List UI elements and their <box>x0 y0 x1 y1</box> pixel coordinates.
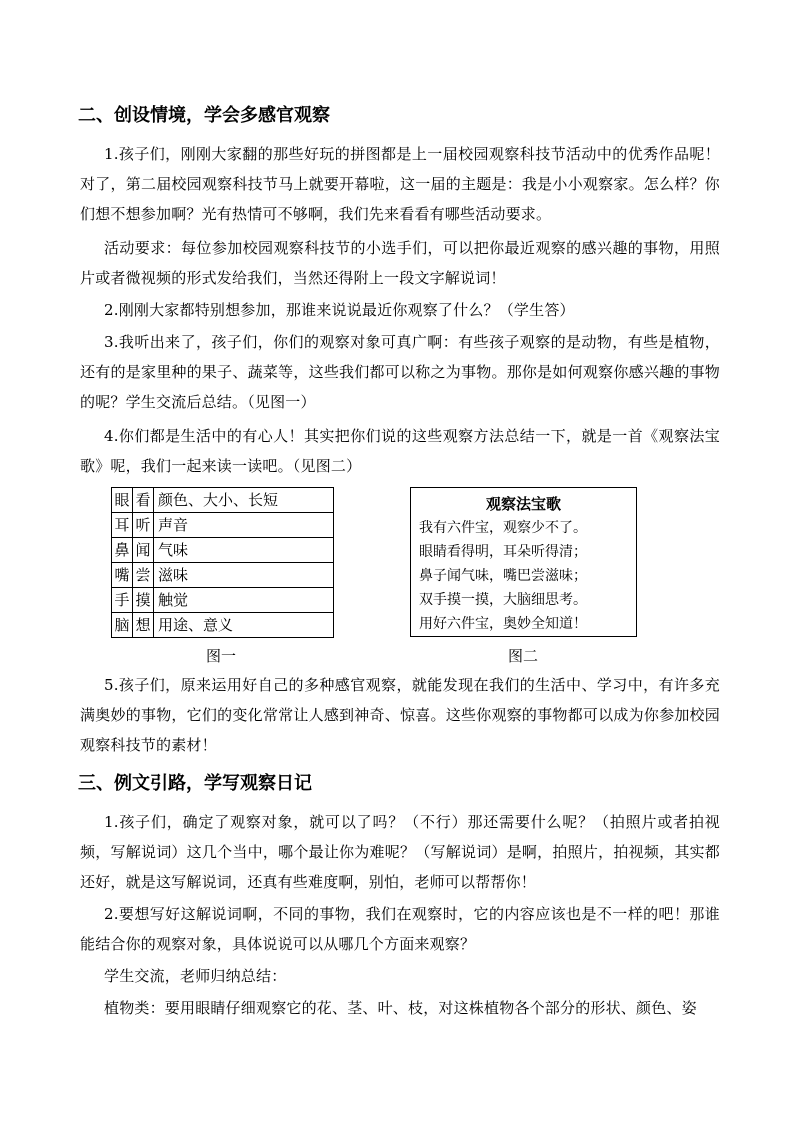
content-cell: 触觉 <box>154 588 334 613</box>
content-cell: 用途、意义 <box>154 613 334 638</box>
organ-cell: 嘴 <box>112 563 133 588</box>
figure1-caption: 图一 <box>206 647 237 665</box>
organ-cell: 鼻 <box>112 538 133 563</box>
poem-line: 用好六件宝，奥妙全知道！ <box>419 616 587 632</box>
section2-paragraph-2: 2.刚刚大家都特别想参加，那谁来说说最近你观察了什么？（学生答） <box>104 301 575 319</box>
poem-title: 观察法宝歌 <box>485 495 561 513</box>
table-row <box>112 488 334 513</box>
section2-paragraph-3: 3.我听出来了，孩子们，你们的观察对象可真广啊：有些孩子观察的是动物，有些是植物，还有的是家里种的果子、蔬菜等，这些我们都可以称之为事物。那你是如何观察你感兴趣的事物的呢？学生交流后总结。（见图一） <box>80 333 720 411</box>
figure2-caption: 图二 <box>508 647 539 665</box>
verb-cell: 尝 <box>133 563 154 588</box>
section3-paragraph-4: 植物类：要用眼睛仔细观察它的花、茎、叶、枝，对这株植物各个部分的形状、颜色、姿 <box>104 999 697 1017</box>
section3-paragraph-2: 2.要想写好这解说词啊，不同的事物，我们在观察时，它的内容应该也是不一样的吧！那谁能结合你的观察对象，具体说说可以从哪几个方面来观察？ <box>80 905 720 953</box>
verb-cell: 想 <box>133 613 154 638</box>
section3-heading: 三、例文引路，学写观察日记 <box>78 773 312 794</box>
content-cell: 声音 <box>154 513 334 538</box>
figure2-poem-box <box>410 487 637 637</box>
figure1-senses-table <box>111 487 334 638</box>
content-cell: 颜色、大小、长短 <box>154 488 334 513</box>
verb-cell: 看 <box>133 488 154 513</box>
poem-line: 我有六件宝，观察少不了。 <box>419 520 587 536</box>
verb-cell: 听 <box>133 513 154 538</box>
section2-heading: 二、创设情境，学会多感官观察 <box>78 105 330 126</box>
poem-line: 眼睛看得明，耳朵听得清； <box>419 544 587 560</box>
section2-paragraph-4: 4.你们都是生活中的有心人！其实把你们说的这些观察方法总结一下，就是一首《观察法宝歌》呢，我们一起来读一读吧。（见图二） <box>80 427 720 475</box>
section2-paragraph-1: 1.孩子们，刚刚大家翻的那些好玩的拼图都是上一届校园观察科技节活动中的优秀作品呢！对了，第二届校园观察科技节马上就要开幕啦，这一届的主题是：我是小小观察家。怎么样？你们想不想参加啊？光有热情可不够啊，我们先来看看有哪些活动要求。 <box>80 145 720 223</box>
poem-line: 双手摸一摸，大脑细思考。 <box>419 592 587 608</box>
section3-paragraph-1: 1.孩子们，确定了观察对象，就可以了吗？（不行）那还需要什么呢？（拍照片或者拍视频，写解说词）这几个当中，哪个最让你为难呢？（写解说词）是啊，拍照片，拍视频，其实都还好，就是这写解说词，还真有些难度啊，别怕，老师可以帮帮你！ <box>80 813 720 891</box>
organ-cell: 耳 <box>112 513 133 538</box>
table-row <box>112 563 334 588</box>
verb-cell: 闻 <box>133 538 154 563</box>
table-row <box>112 613 334 638</box>
section2-activity-requirements: 活动要求：每位参加校园观察科技节的小选手们，可以把你最近观察的感兴趣的事物，用照片或者微视频的形式发给我们，当然还得附上一段文字解说词！ <box>80 239 720 287</box>
organ-cell: 手 <box>112 588 133 613</box>
verb-cell: 摸 <box>133 588 154 613</box>
section3-paragraph-3: 学生交流，老师归纳总结： <box>104 967 287 985</box>
content-cell: 滋味 <box>154 563 334 588</box>
section2-paragraph-5: 5.孩子们，原来运用好自己的多种感官观察，就能发现在我们的生活中、学习中，有许多充满奥妙的事物，它们的变化常常让人感到神奇、惊喜。这些你观察的事物都可以成为你参加校园观察科技节的素材！ <box>80 676 720 754</box>
organ-cell: 脑 <box>112 613 133 638</box>
poem-line: 鼻子闻气味，嘴巴尝滋味； <box>419 568 587 584</box>
content-cell: 气味 <box>154 538 334 563</box>
organ-cell: 眼 <box>112 488 133 513</box>
table-row <box>112 588 334 613</box>
table-row <box>112 538 334 563</box>
table-row <box>112 513 334 538</box>
